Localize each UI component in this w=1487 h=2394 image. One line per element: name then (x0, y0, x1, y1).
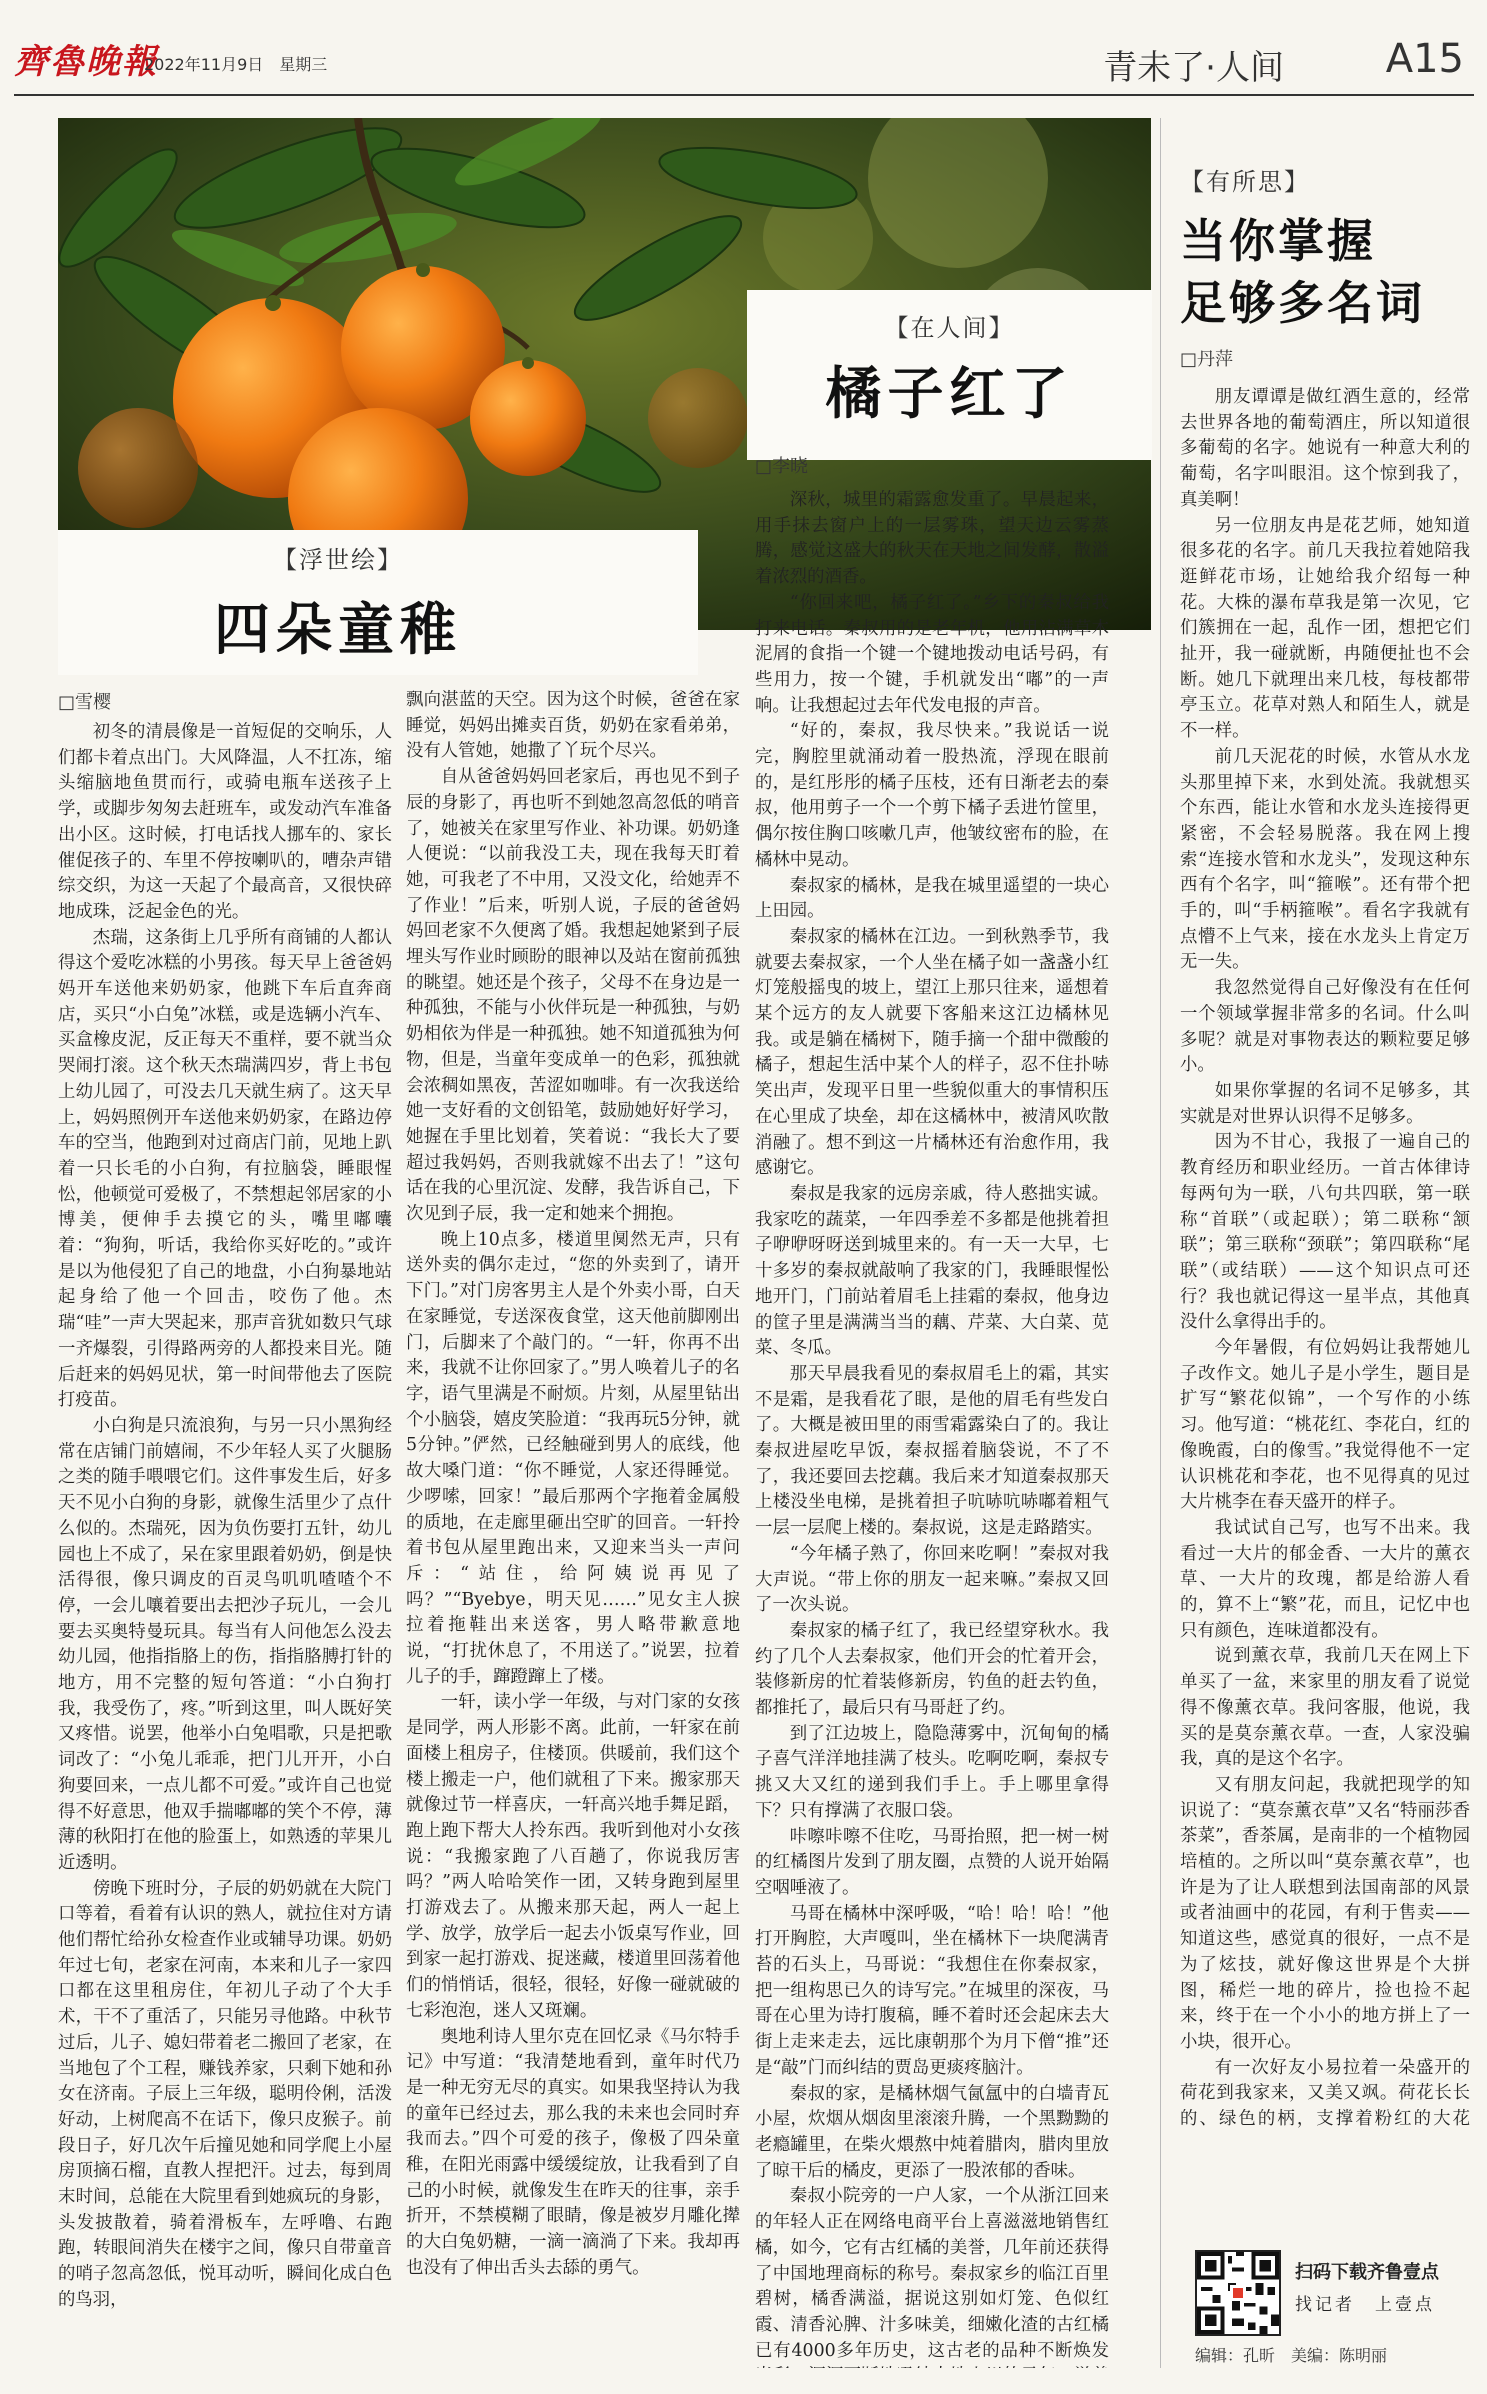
article3-paragraph: 我忽然觉得自己好像没有在任何一个领域掌握非常多的名词。什么叫多呢？就是对事物表达的颗粒要足够小。 (1180, 978, 1470, 1076)
article2-paragraph: “今年橘子熟了，你回来吃啊！”秦叔对我大声说。“带上你的朋友一起来嘛。”秦叔又回了一次头说。 (755, 1543, 1109, 1616)
section-title: 青未了·人间 (1103, 48, 1284, 88)
article3-paragraph: 又有朋友问起，我就把现学的知识说了：“莫奈薰衣草”又名“特丽莎香茶菜”，香茶属，是南非的一个植物园培植的。之所以叫“莫奈薰衣草”，也许是为了让人联想到法国南部的风景或者油画中的花园，有利于售卖——知道这些，感觉真的很好，一点不是为了炫技，就好像这世界是个大拼图，稀烂一地的碎片，捡也捡不起来，终于在一个小小的地方拼上了一小块，很开心。 (1180, 1774, 1470, 2052)
article1-paragraph: 飘向湛蓝的天空。因为这个时候，爸爸在家睡觉，妈妈出摊卖百货，奶奶在家看弟弟，没有人管她，她撒了丫玩个尽兴。 (406, 690, 740, 762)
article3-title-line1: 当你掌握 (1180, 214, 1376, 268)
qr-code-icon (1197, 2252, 1279, 2334)
article3-paragraph: 我试试自己写，也写不出来。我看过一大片的郁金香、一大片的薰衣草、一大片的玫瑰，都是给游人看的，算不上“繁”花，而且，记忆中也只有颜色，连味道都没有。 (1180, 1517, 1470, 1641)
qr-code[interactable] (1195, 2250, 1281, 2336)
article3-paragraph: 朋友谭谭是做红酒生意的，经常去世界各地的葡萄酒庄，所以知道很多葡萄的名字。她说有一种意大利的葡萄，名字叫眼泪。这个惊到我了，真美啊！ (1180, 387, 1470, 510)
article1-tag: 【浮世绘】 (273, 546, 403, 574)
qr-subcaption: 找记者 上壹点 (1295, 2295, 1435, 2315)
article2-paragraph: 秦叔是我家的远房亲戚，待人憨拙实诚。我家吃的蔬菜，一年四季差不多都是他挑着担子咿咿呀呀送到城里来的。有一天一大早，七十多岁的秦叔就敲响了我家的门，我睡眼惺忪地开门，门前站着眉毛上挂霜的秦叔，他身边的筐子里是满满当当的藕、芹菜、大白菜、苋菜、冬瓜。 (755, 1183, 1109, 1359)
article2-paragraph: 到了江边坡上，隐隐薄雾中，沉甸甸的橘子喜气洋洋地挂满了枝头。吃啊吃啊，秦叔专挑又大又红的递到我们手上。手上哪里拿得下？只有撑满了衣服口袋。 (755, 1723, 1109, 1821)
article3-paragraph: 如果你掌握的名词不足够多，其实就是对世界认识得不足够多。 (1180, 1080, 1470, 1127)
page-number: A15 (1385, 36, 1464, 82)
article1-byline: □雪樱 (58, 692, 112, 713)
article3-byline: □丹萍 (1180, 349, 1234, 370)
article1-paragraph: 晚上10点多，楼道里阒然无声，只有送外卖的偶尔走过，“您的外卖到了，请开下门。”对门房客男主人是个外卖小哥，白天在家睡觉，专送深夜食堂，这天他前脚刚出门，后脚来了个敲门的。“一轩，你再不出来，我就不让你回家了。”男人唤着儿子的名字，语气里满是不耐烦。片刻，从屋里钻出个小脑袋，嬉皮笑脸道：“我再玩5分钟，就5分钟。”俨然，已经触碰到男人的底线，他故大嗓门道：“你不睡觉，人家还得睡觉。少啰嗦，回家！”最后那两个字拖着金属般的质地，在走廊里砸出空旷的回音。一轩拎着书包从屋里跑出来，又迎来当头一声问斥：“站住，给阿姨说再见了吗？”“Byebye，明天见……”见女主人捩拉着拖鞋出来送客，男人略带歉意地说，“打扰休息了，不用送了。”说罢，拉着儿子的手，蹿蹬蹿上了楼。 (406, 1229, 740, 1687)
article2-paragraph: 秦叔家的橘林在江边。一到秋熟季节，我就要去秦叔家，一个人坐在橘子如一盏盏小红灯笼般摇曳的坡上，望江上那只往来，遥想着某个远方的友人就要下客船来这江边橘林见我。或是躺在橘树下，随手摘一个甜中微酸的橘子，想起生活中某个人的样子，忍不住扑哧笑出声，发现平日里一些貌似重大的事情积压在心里成了块垒，却在这橘林中，被清风吹散消融了。想不到这一片橘林还有治愈作用，我感谢它。 (755, 926, 1109, 1179)
article1-title: 四朵童稚 (214, 597, 462, 663)
article1-paragraph: 杰瑞，这条街上几乎所有商铺的人都认得这个爱吃冰糕的小男孩。每天早上爸爸妈妈开车送他来奶奶家，他跳下车后直奔商店，买只“小白兔”冰糕，或是选辆小汽车、买盒橡皮泥，反正每天不重样，要不就当众哭闹打滚。这个秋天杰瑞满四岁，背上书包上幼儿园了，可没去几天就生病了。这天早上，妈妈照例开车送他来奶奶家，在路边停车的空当，他跑到对过商店门前，见地上趴着一只长毛的小白狗，有拉脑袋，睡眼惺忪，他顿觉可爱极了，不禁想起邻居家的小博美，便伸手去摸它的头，嘴里嘟囔着：“狗狗，听话，我给你买好吃的。”或许是以为他侵犯了自己的地盘，小白狗暴地站起身给了他一个回击，咬伤了他。杰瑞“哇”一声大哭起来，那声音犹如数只气球一齐爆裂，引得路两旁的人都投来目光。随后赶来的妈妈见状，第一时间带他去了医院打疫苗。 (58, 927, 392, 1411)
article3-title (1180, 210, 1480, 334)
article2-paragraph: 马哥在橘林中深呼吸，“哈！哈！哈！”他打开胸腔，大声嘎叫，坐在橘林下一块爬满青苔的石头上，马哥说：“我想住在你秦叔家，把一组构思已久的诗写完。”在城里的深夜，马哥在心里为诗打腹稿，睡不着时还会起床去大街上走来走去，远比康朝那个为月下僧“推”还是“敲”门而纠结的贾岛更痰疼脑汁。 (755, 1903, 1109, 2078)
article3-paragraph: 因为不甘心，我报了一遍自己的教育经历和职业经历。一首古体律诗每两句为一联，八句共四联，第一联称“首联”（或起联）；第二联称“颔联”；第三联称“颈联”；第四联称“尾联”（或结联）——这个知识点可还行？我也就记得这一星半点，其他真没什么拿得出手的。 (1180, 1132, 1470, 1333)
article1-paragraph: 小白狗是只流浪狗，与另一只小黑狗经常在店铺门前嬉闹，不少年轻人买了火腿肠之类的随手喂喂它们。这件事发生后，好多天不见小白狗的身影，就像生活里少了点什么似的。杰瑞死，因为负伤要打五针，幼儿园也上不成了，呆在家里跟着奶奶，倒是快活得很，像只调皮的百灵鸟叽叽喳喳个不停，一会儿嚷着要出去把沙子玩儿，一会儿要去买奥特曼玩具。每当有人问他怎么没去幼儿园，他指指胳上的伤，指指胳膊打针的地方，用不完整的短句答道：“小白狗打我，我受伤了，疼。”听到这里，叫人既好笑又疼惜。说罢，他举小白兔唱歌，只是把歌词改了：“小兔儿乖乖，把门儿开开，小白狗要回来，一点儿都不可爱。”或许自己也觉得不好意思，他双手揣嘟嘟的笑个不停，薄薄的秋阳打在他的脸蛋上，如熟透的苹果儿近透明。 (58, 1415, 392, 1873)
qr-caption: 扫码下载齐鲁壹点 (1295, 2262, 1439, 2283)
article2-title: 橘子红了 (825, 361, 1074, 427)
article1-paragraph: 初冬的清晨像是一首短促的交响乐，人们都卡着点出门。大风降温，人不扛冻，缩头缩脑地鱼贯而行，或骑电瓶车送孩子上学，或脚步匆匆去赶班车，或发动汽车准备出小区。这时候，打电话找人挪车的、家长催促孩子的、车里不停按喇叭的，嘈杂声错综交织，为这一天起了个最高音，又很快碎地成珠，泛起金色的光。 (58, 722, 392, 922)
article3-paragraph: 前几天泥花的时候，水管从水龙头那里掉下来，水到处流。我就想买个东西，能让水管和水龙头连接得更紧密，不会轻易脱落。我在网上搜索“连接水管和水龙头”，发现这种东西有个名字，叫“箍喉”。还有带个把手的，叫“手柄箍喉”。看名字我就有点懵不上气来，接在水龙头上肯定万无一失。 (1180, 746, 1470, 973)
article2-paragraph: 秦叔的家，是橘林烟气氤氲中的白墙青瓦小屋，炊烟从烟囱里滚滚升腾，一个黑黝黝的老瘾罐里，在柴火煨熬中炖着腊肉，腊肉里放了晾干后的橘皮，更添了一股浓郁的香味。 (755, 2083, 1109, 2181)
article2-paragraph: “好的，秦叔，我尽快来。”我说话一说完，胸腔里就涌动着一股热流，浮现在眼前的，是红彤彤的橘子压枝，还有日渐老去的秦叔，他用剪子一个一个剪下橘子丢进竹筐里，偶尔按住胸口咳嗽几声，他皱纹密布的脸，在橘林中晃动。 (755, 721, 1109, 870)
article3-body (1180, 385, 1470, 2135)
article3-paragraph: 有一次好友小易拉着一朵盛开的荷花到我家来，又美又飒。荷花长长的、绿色的柄，支撑着粉红的大花 (1180, 2057, 1470, 2130)
article1-header (58, 530, 698, 675)
issue-date: 2022年11月9日 星期三 (144, 55, 328, 74)
article1-paragraph: 傍晚下班时分，子辰的奶奶就在大院门口等着，看着有认识的熟人，就拉住对方请他们帮忙给孙女检查作业或辅导功课。奶奶年过七旬，老家在河南，本来和儿子一家四口都在这里租房住，年初儿子动了个大手术，干不了重活了，只能另寻他路。中秋节过后，儿子、媳妇带着老二搬回了老家，在当地包了个工程，赚钱养家，只剩下她和孙女在济南。子辰上三年级，聪明伶俐，活泼好动，上树爬高不在话下，像只皮猴子。前段日子，好几次午后撞见她和同学爬上小屋房顶摘石榴，直教人捏把汗。过去，每到周末时间，总能在大院里看到她疯玩的身影，头发披散着，骑着滑板车，左呼噜、右跑跑，转眼间消失在楼宇之间，像只自带童音的哨子忽高忽低，悦耳动听，瞬间化成白色的鸟羽， (58, 1878, 392, 2310)
article1-column-1 (58, 720, 392, 2360)
column-divider (1160, 118, 1161, 2368)
article1-paragraph: 奥地利诗人里尔克在回忆录《马尔特手记》中写道：“我清楚地看到，童年时代乃是一种无穷无尽的真实。如果我坚持认为我的童年已经过去，那么我的未来也会同时弃我而去。”四个可爱的孩子，像极了四朵童稚，在阳光雨露中缓缓绽放，让我看到了自己的小时候，就像发生在昨天的往事，亲手折开，不禁模糊了眼睛，像是被岁月雕化撵的大白兔奶糖，一滴一滴淌了下来。我却再也没有了伸出舌头去舔的勇气。 (406, 2026, 740, 2278)
article3-paragraph: 另一位朋友冉是花艺师，她知道很多花的名字。前几天我拉着她陪我逛鲜花市场，让她给我介绍每一种花。大株的瀑布草我是第一次见，它们簇拥在一起，乱作一团，想把它们扯开，我一碰就断，冉随便扯也不会断。她几下就理出来几枝，每枝都带亭玉立。花草对熟人和陌生人，就是不一样。 (1180, 515, 1470, 742)
article2-byline: □李晓 (755, 456, 809, 477)
article2-paragraph: “你回来吧，橘子红了。”乡下的秦叔给我打来电话。秦叔用的是老年机，他用沾满草木泥屑的食指一个键一个键地拨动电话号码，有些用力，按一个键，手机就发出“嘟”的一声响。让我想起过去年代发电报的声音。 (755, 592, 1109, 716)
article1-paragraph: 一轩，读小学一年级，与对门家的女孩是同学，两人形影不离。此前，一轩家在前面楼上租房子，住楼顶。供暖前，我们这个楼上搬走一户，他们就租了下来。搬家那天就像过节一样喜庆，一轩高兴地手舞足蹈，跑上跑下帮大人拎东西。我听到他对小女孩说：“我搬家跑了八百趟了，你说我厉害吗？”两人哈哈笑作一团，又转身跑到屋里打游戏去了。从搬来那天起，两人一起上学、放学，放学后一起去小饭桌写作业，回到家一起打游戏、捉迷藏，楼道里回荡着他们的悄悄话，很轻，很轻，好像一碰就破的七彩泡泡，迷人又斑斓。 (406, 1692, 740, 2021)
article2-paragraph: 那天早晨我看见的秦叔眉毛上的霜，其实不是霜，是我看花了眼，是他的眉毛有些发白了。大概是被田里的雨雪霜露染白了的。我让秦叔进屋吃早饭，秦叔摇着脑袋说，不了不了，我还要回去挖藕。我后来才知道秦叔那天上楼没坐电梯，是挑着担子吭哧吭哧嘟着粗气一层一层爬上楼的。秦叔说，这是走路踏实。 (755, 1363, 1109, 1539)
article2-paragraph: 深秋，城里的霜露愈发重了。早晨起来，用手抹去窗户上的一层雾珠，望天边云雾蒸腾，感觉这盛大的秋天在天地之间发酵，散溢着浓烈的酒香。 (755, 490, 1109, 588)
article3-tag: 【有所思】 (1180, 168, 1310, 196)
article2-header (747, 290, 1152, 460)
editor-credits: 编辑：孔昕 美编：陈明丽 (1195, 2346, 1388, 2365)
article2-paragraph: 秦叔家的橘林，是我在城里遥望的一块心上田园。 (755, 875, 1109, 922)
masthead (14, 30, 1474, 90)
article3-paragraph: 今年暑假，有位妈妈让我帮她儿子改作文。她儿子是小学生，题目是扩写“繁花似锦”，一个写作的小练习。他写道：“桃花红、李花白，红的像晚霞，白的像雪。”我觉得他不一定认识桃花和李花，也不见得真的见过大片桃李在春天盛开的样子。 (1180, 1338, 1470, 1513)
article2-paragraph: 秦叔家的橘子红了，我已经望穿秋水。我约了几个人去秦叔家，他们开会的忙着开会，装修新房的忙着装修新房，钓鱼的赶去钓鱼，都推托了，最后只有马哥赶了约。 (755, 1620, 1109, 1719)
masthead-rule (14, 94, 1474, 96)
article2-tag: 【在人间】 (884, 314, 1015, 342)
article2-paragraph: 咔嚓咔嚓不住吃，马哥抬照，把一树一树的红橘图片发到了朋友圈，点赞的人说开始隔空咽唾液了。 (755, 1826, 1109, 1898)
article2-body (755, 488, 1109, 2368)
article2-paragraph: 秦叔小院旁的一户人家，一个从浙江回来的年轻人正在网络电商平台上喜滋滋地销售红橘，如今，它有古红橘的美誉，几年前还获得了中国地理商标的称号。秦叔家乡的临江百里碧树，橘香满溢，据说这别如灯笼、色似红霞、清香沁脾、汁多味美，细嫩化渣的古红橘已有4000多年历史，这古老的品种不断焕发 (755, 2186, 1109, 2361)
article3-title-line2: 足够多名词 (1180, 276, 1425, 330)
article1-column-2 (406, 688, 740, 2368)
article3-paragraph: 说到薰衣草，我前几天在网上下单买了一盆，来家里的朋友看了说觉得不像薰衣草。我问客服，他说，我买的是莫奈薰衣草。一查，人家没骗我，真的是这个名字。 (1180, 1646, 1470, 1770)
newspaper-logo: 齊魯晚報 (14, 42, 158, 82)
article1-paragraph: 自从爸爸妈妈回老家后，再也见不到子辰的身影了，再也听不到她忽高忽低的哨音了，她被关在家里写作业、补功课。奶奶逢人便说：“以前我没工夫，现在我每天盯着她，可我老了不中用，又没文化，给她弄不了作业！”后来，听别人说，子辰的爸爸妈妈回老家不久便离了婚。我想起她紧到子辰埋头写作业时顾盼的眼神以及站在窗前孤独的眺望。她还是个孩子，父母不在身边是一种孤独，不能与小伙伴玩是一种孤独，与奶奶相依为伴是一种孤独。她不知道孤独为何物，但是，当童年变成单一的色彩，孤独就会浓稠如黑夜，苦涩如咖啡。有一次我送给她一支好看的文创铅笔，鼓励她好好学习，她握在手里比划着，笑着说：“我长大了要超过我妈妈，否则我就嫁不出去了！”这句话在我的心里沉淀、发酵，我告诉自己，下次见到子辰，我一定和她来个拥抱。 (406, 767, 740, 1225)
